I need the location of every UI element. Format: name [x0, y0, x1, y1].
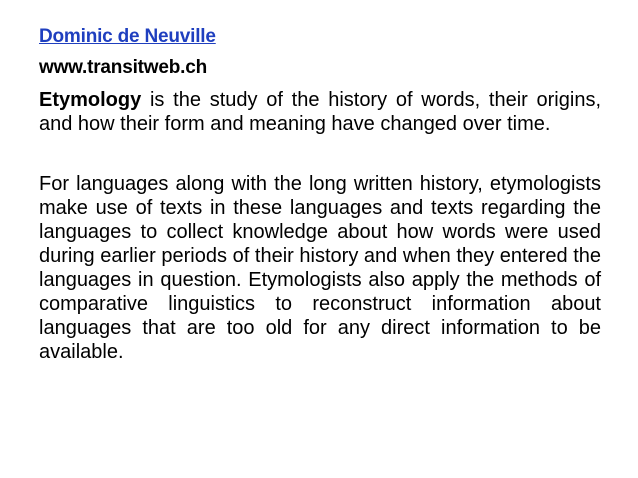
etymology-term: Etymology	[39, 89, 142, 111]
website-url: www.transitweb.ch	[39, 57, 207, 78]
definition-text: is the study of the history of words, their origins, and how their form and meaning have changed over time.	[39, 89, 601, 135]
definition-paragraph	[39, 88, 601, 136]
body-paragraph: For languages along with the long written history, etymologists make use of texts in these languages and texts regarding the languages to collect knowledge about how words were used during earlier periods of their history and when they entered the languages in question. Etymologists also apply the methods of comparative linguistics to reconstruct information about languages that are too old for any direct information to be available.	[39, 173, 601, 363]
author-link[interactable]: Dominic de Neuville	[39, 26, 216, 47]
